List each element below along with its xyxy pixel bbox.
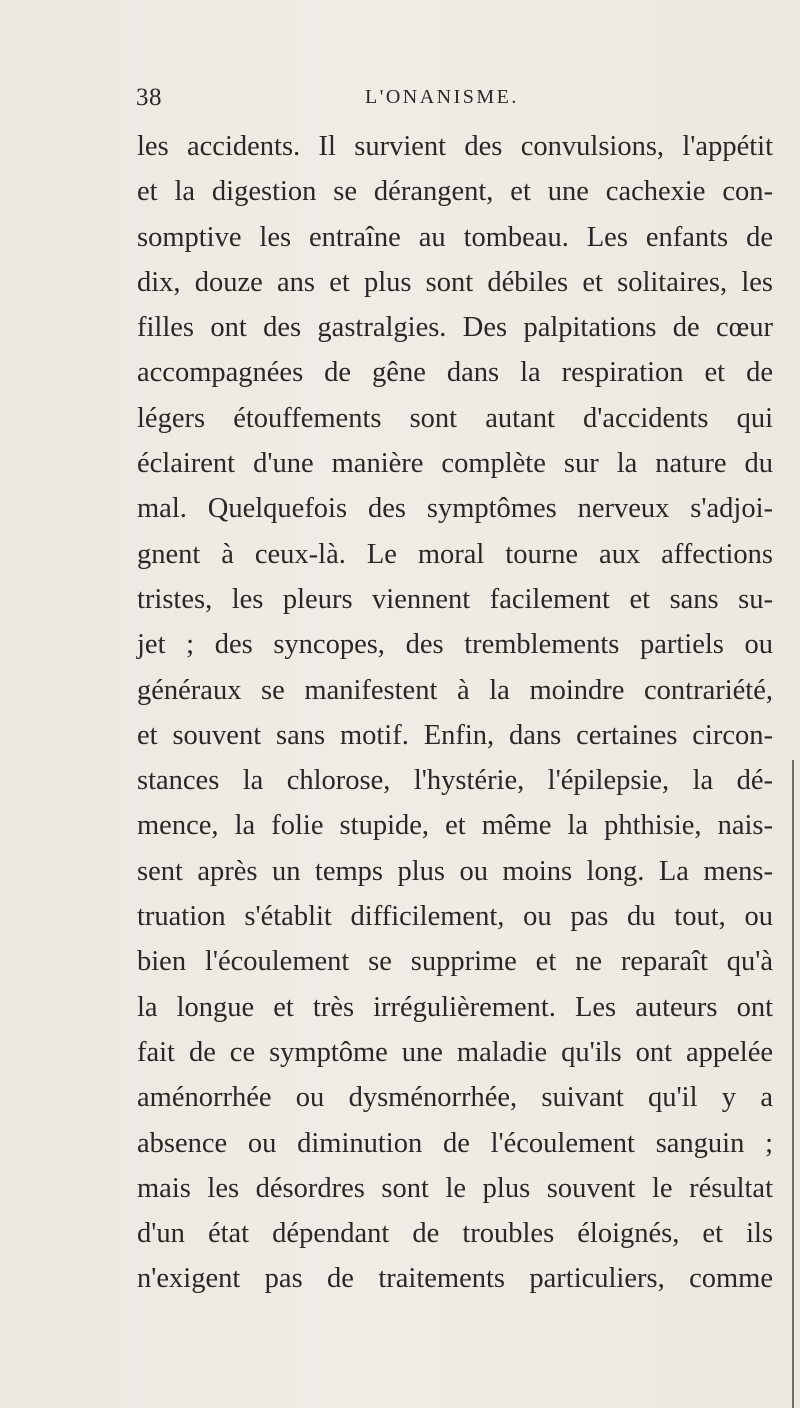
text-line: sent après un temps plus ou moins long. La mens- xyxy=(137,855,773,887)
text-line: tristes, les pleurs viennent facilement et sans su- xyxy=(137,583,773,615)
text-line: bien l'écoulement se supprime et ne reparaît qu'à xyxy=(137,946,773,978)
text-line: d'un état dépendant de troubles éloignés, et ils xyxy=(137,1218,773,1250)
text-line: jet ; des syncopes, des tremblements partiels ou xyxy=(137,629,773,661)
text-line: somptive les entraîne au tombeau. Les enfants de xyxy=(137,221,773,253)
text-line: légers étouffements sont autant d'accidents qui xyxy=(137,402,773,434)
text-line: gnent à ceux-là. Le moral tourne aux affections xyxy=(137,538,773,570)
text-line: filles ont des gastralgies. Des palpitations de cœur xyxy=(137,312,773,344)
text-line: stances la chlorose, l'hystérie, l'épilepsie, la dé- xyxy=(137,765,773,797)
text-line: et la digestion se dérangent, et une cachexie con- xyxy=(137,176,773,208)
text-line: et souvent sans motif. Enfin, dans certaines circon- xyxy=(137,719,773,751)
text-line: la longue et très irrégulièrement. Les auteurs ont xyxy=(137,991,773,1023)
page-number: 38 xyxy=(136,84,162,111)
text-line: accompagnées de gêne dans la respiration et de xyxy=(137,357,773,389)
page-edge-shadow xyxy=(792,760,794,1408)
text-line: n'exigent pas de traitements particuliers, comme xyxy=(137,1263,773,1295)
text-line: éclairent d'une manière complète sur la nature du xyxy=(137,448,773,480)
text-line: mais les désordres sont le plus souvent le résultat xyxy=(137,1172,773,1204)
text-line: absence ou diminution de l'écoulement sanguin ; xyxy=(137,1127,773,1159)
text-line: les accidents. Il survient des convulsions, l'appétit xyxy=(137,131,773,162)
text-line: fait de ce symptôme une maladie qu'ils ont appelée xyxy=(137,1036,773,1068)
running-title: L'ONANISME. xyxy=(365,86,519,108)
text-line: dix, douze ans et plus sont débiles et solitaires, les xyxy=(137,266,773,298)
text-line: mal. Quelquefois des symptômes nerveux s'adjoi- xyxy=(137,493,773,525)
text-line: truation s'établit difficilement, ou pas du tout, ou xyxy=(137,901,773,933)
page-header xyxy=(0,84,800,124)
text-line: mence, la folie stupide, et même la phthisie, nais- xyxy=(137,810,773,842)
text-line: généraux se manifestent à la moindre contrariété, xyxy=(137,674,773,706)
body-text xyxy=(137,124,773,1302)
text-line: aménorrhée ou dysménorrhée, suivant qu'il y a xyxy=(137,1082,773,1114)
